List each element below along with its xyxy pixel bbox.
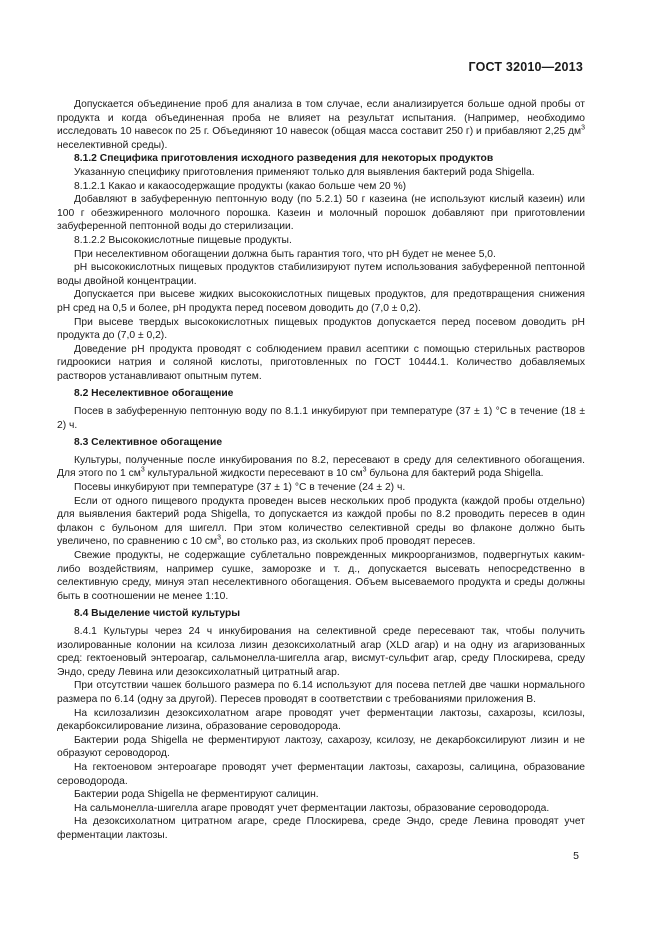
paragraph: Посев в забуференную пептонную воду по 8.1.1 инкубируют при температуре (37 ± 1) °С в течение (18 ± 2) ч.: [57, 406, 585, 431]
section-heading-8-2: 8.2 Неселективное обогащение: [74, 388, 234, 400]
paragraph: Свежие продукты, не содержащие сублетально поврежденных микроорганизмов, подвергнутых каким-либо воздействиям, например сушке, заморозке и т. д., допускается высевать непосредственно в селективную среду, минуя этап неселективного обогащения. Объем высеваемого продукта и среды должны быть в соотношении не менее 1:10.: [57, 550, 585, 602]
paragraph: Добавляют в забуференную пептонную воду (по 5.2.1) 50 г казеина (не используют кислый казеин) или 100 г обезжиренного молочного порошка. Казеин и молочный порошок добавляют при приготовлении забуференной пептонной воды до стерилизации.: [57, 194, 585, 233]
paragraph: При неселективном обогащении должна быть гарантия того, что pH будет не менее 5,0.: [74, 248, 496, 260]
paragraph: На дезоксихолатном цитратном агаре, среде Плоскирева, среде Эндо, среде Левина проводят учет ферментации лактозы.: [57, 816, 585, 841]
subsection-8-1-2-2: 8.1.2.2 Высококислотные пищевые продукты.: [74, 234, 292, 246]
paragraph: Допускается при высеве жидких высококислотных пищевых продуктов, для предотвращения снижения pH сред на 0,5 и более, pH продукта перед посевом доводить до (7,0 ± 0,2).: [57, 289, 585, 314]
page-number: 5: [573, 850, 579, 862]
paragraph: При отсутствии чашек большого размера по 6.14 используют для посева петлей две чашки нормального размера по 6.14 (одну за другой). Пересев проводят в соответствии с требованиями приложения В.: [57, 680, 585, 705]
section-heading-8-1-2: 8.1.2 Специфика приготовления исходного разведения для некоторых продуктов: [74, 153, 494, 165]
subsection-8-1-2-1: 8.1.2.1 Какао и какаосодержащие продукты (какао больше чем 20 %): [74, 180, 407, 192]
paragraph: На ксилозализин дезоксихолатном агаре проводят учет ферментации лактозы, сахарозы, ксилозы, декарбоксилирование лизина, образование сероводорода.: [57, 707, 585, 733]
paragraph: Посевы инкубируют при температуре (37 ± 1) °С в течение (24 ± 2) ч.: [74, 482, 406, 494]
paragraph: На сальмонелла-шигелла агаре проводят учет ферментации лактозы, образование сероводорода.: [74, 802, 550, 814]
paragraph: Бактерии рода Shigella не ферментируют салицин.: [74, 789, 319, 801]
paragraph: При высеве твердых высококислотных пищевых продуктов допускается перед посевом доводить pH продукта до (7,0 ± 0,2).: [57, 316, 585, 342]
paragraph: pH высококислотных пищевых продуктов стабилизируют путем использования забуференной пептонной воды двойной концентрации.: [57, 262, 585, 287]
document-body: [57, 98, 585, 842]
paragraph: 8.4.1 Культуры через 24 ч инкубирования на селективной среде пересевают так, чтобы получить изолированные колонии на ксилоза лизин дезоксихолатный агар (XLD агар) и на одну из агаризованных сред: гектоеновый энтероагар, сальмонелла-шигелла агар, висмут-сульфит агар, среду Плоскирева, среду Эндо, среду Левина или дезоксихолатный цитратный агар.: [57, 625, 585, 678]
document-header: ГОСТ 32010—2013: [468, 60, 583, 74]
section-heading-8-3: 8.3 Селективное обогащение: [74, 437, 223, 449]
paragraph: Доведение pH продукта проводят с соблюдением правил асептики с помощью стерильных растворов гидроокиси натрия и соляной кислоты, приготовленных по ГОСТ 10444.1. Количество добавляемых растворов устанавливают опытным путем.: [57, 343, 585, 382]
paragraph: Указанную специфику приготовления применяют только для выявления бактерий рода Shigella.: [74, 166, 535, 178]
paragraph: Культуры, полученные после инкубирования по 8.2, пересевают в среду для селективного обогащения. Для этого по 1 $см^3$ культуральной жидкости пересевают в 10 $см^3$ бульона для бактерий рода Shigella.: [57, 454, 585, 480]
section-heading-8-4: 8.4 Выделение чистой культуры: [74, 608, 241, 620]
paragraph: Если от одного пищевого продукта проведен высев нескольких проб продукта (каждой пробы отдельно) для выявления бактерий рода Shigella, то допускается из каждой пробы по 8.2 проводить пересев в один флакон с бульоном для шигелл. При этом количество селективной среды во флаконе должно быть увеличено, по сравнению с 10 $см^3$, во столько раз, из скольких проб проводят пересев.: [57, 495, 585, 548]
paragraph: Допускается объединение проб для анализа в том случае, если анализируется больше одной пробы от продукта и когда объединенная проба не влияет на результат испытания. (Например, необходимо исследовать 10 навесок по 25 г. Объединяют 10 навесок (общая масса составит 250 г) и прибавляют 2,25 $дм^3$ неселективной среды).: [57, 99, 585, 151]
paragraph: Бактерии рода Shigella не ферментируют лактозу, сахарозу, ксилозу, не декарбоксилируют лизин и не образуют сероводород.: [57, 734, 585, 760]
paragraph: На гектоеновом энтероагаре проводят учет ферментации лактозы, сахарозы, салицина, образование сероводорода.: [57, 761, 585, 787]
